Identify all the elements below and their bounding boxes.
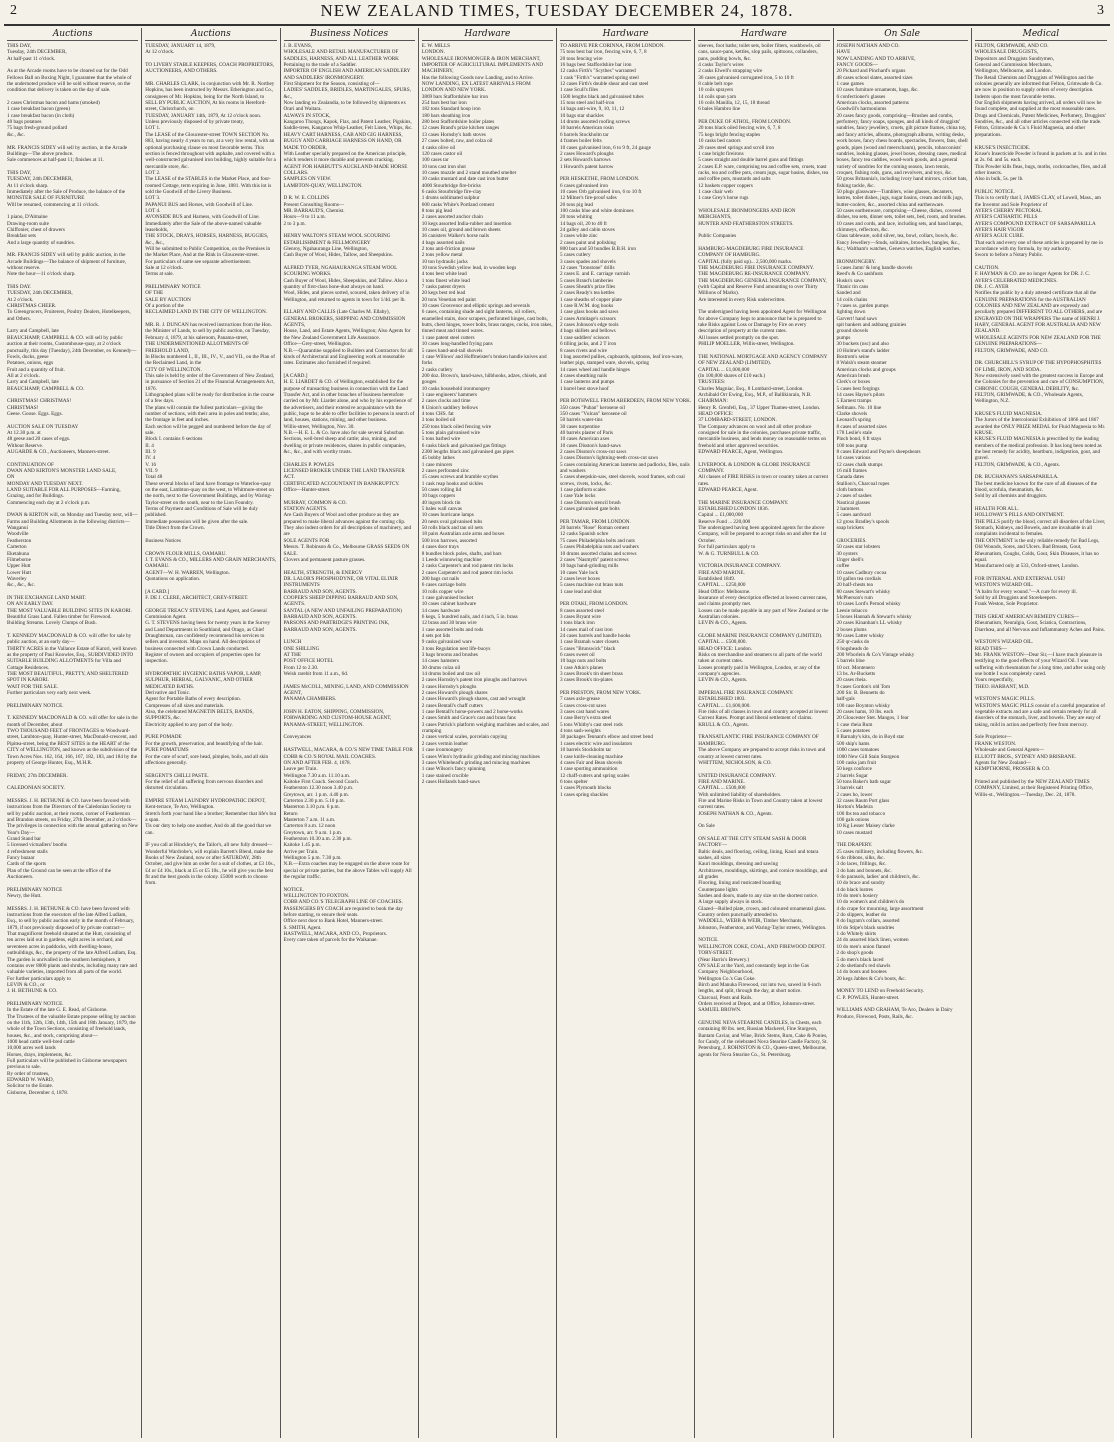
- column-text: TO ARRIVE PER CORINNA, FROM LONDON. 75 tons best bar iron, fencing wire, 6, 7, 8 20 tons fencing wire 16 bags best Staffordshire bar iron 12 casks Firth's "Scythes" warranted 1 cask "Firth's" warranted spring steel 12 cases Firth's double shear and cast steel 1 case Scull's files 1500 lengths black and galvanised tubes 15 tons steel and half-iron 14 bags anti-wire, 9, 10, 11, 12 10 bags star shackles 14 drums assorted roofing screws 10 barrels American rosin 6 barrels Stockholm tar 4 frames boiler felts 10 cases galvanised iron, 6 to 9 ft, 24 gauge 2 cases Howard's ploughs 2 sets Howard's harrows 1 Howard's patent harrow PER HESKETHE, FROM LONDON. 6 cases galvanised iron 10 cases Orb galvanised iron, 6 to 10 ft 12 Milner's fire-proof safes 20 tons pig lead 100 casks blue and white dominoes 20 tons whiting 14 bags oil, 20 to 40 ft 24 galley and cabin stoves 3 cases white zinc 2 cases paint and polishing 800 bars and 50 bundles B.B.H. iron 5 cases cutlery 3 cases spades and shovels 12 cases "Ironstone" drills 2 cases E. and E. carriage varnish 5 cases Brand's lamberies 5 cases Sheath's prize files 2 cases Ready's tea kettles 1 case sheaths of copper plate 1 case R.W.M. dog hooks 1 case glass hooks and saws 2 cases Armitage's scissors 2 cases Johnson's edge tools 4 bags skillets and bellows 1 case saddlers' scissors 6 tilling jacks, and 2 T iron 8 cases rivets and wire 1 bag assorted pullies, cupboards, spittoons, leaf iron-ware, leather pigs, stamped ware, shovels, spring 14 cases wheel and handle hinges 4 cases sheathing nails 1 case lanterns and pumps 1 barrel best stove hoof PER BOTHWELL FROM ABERDEEN, FROM NEW YORK. 350 cases "Puban" kerosene oil 350 cases "Vulcan" kerosene oil 50 barrels water-tins 30 cases turpentine 40 barrels plaster of Paris 10 cases American axes 10 cases Disston's hand-saws 2 cases Disston's cross-cut saws 3 cases Disston's lightning-teeth cross-cut saws 5 cases containing American lanterns and padlocks, files, nails and washers 5 cases sheepskin-saw, steel shovels, wood frames, soft coal screws, rivets, locks, &c. 1 case platform scales 1 case Yale locks 1 case Disston's stencil brush 2 cases galvanised gate bolts PER TAMAR, FROM LONDON. 20 barrels "Rose" Roman cement 12 casks Spanish ochre 75 cases Philadelphia bolts and nuts 5 cases Philadelphia nuts and washers 10 drums assorted chains and screws 2 cases "Nasmyth" patent screws 10 bags hand-grinding mills 10 cases Yale lock 2 cases lever boxes 5 cases machine cut brass nuts 1 case lead and shot PER OTAKI, FROM LONDON. 8 cases assorted steel 3 cases Bryant wire 1 tons black iron 14 cases mail of cast iron 24 cases barrels and handle hooks 1 case Bramah water closets 5 cases "Brunswick" black 6 cases sweet oil 10 bags nuts and bolts 1 case Atkin's planes 3 cases Brook's tin sheet brass 3 cases Brook's tin-plates PER PRESTON, FROM NEW YORK. 7 cases axle-grease 5 cases cross-cut saws 3 cases cast hand wares 1 case Berry's extra steel 5 tons Whitby's cast steel rods 4 tons sash-weights 30 packages Tennant's elbow and street bend 1 cases electric wire and insulators 10 barrels Stockholm tar 1 case knife-cleaning machine 4 cases Fair and Bean shovels 1 case sporting ammunition 12 chaff-cutters and spring scales 6 tons spelter 1 cases Plymouth blocks 1 cases spring shackles: [560, 43, 692, 798]
- column-heading: Hardware: [422, 28, 553, 41]
- column-text: THIS DAY, Tuesday, 24th DECEMBER, At half-past 11 o'clock. As at the Arcade rooms have to be cleared out for the Odd Fellows Ball on Boxing Night, I guarantee that the whole of the undernoted produce will be sold without reserve, on the condition that delivery is taken on the day of sale. 2 cases Christmas bacon and hams (smoked) 1 case breakfast bacon (green) 1 case breakfast bacon (in cloth) 40 bags potatoes 75 bags fresh-ground pollard &c., &c. MR. FRANCIS SIDEY will sell by auction, in the Arcade Buildings—The above produce. Sale commences at half-past 11; finishes at 11. THIS DAY, TUESDAY, 24th DECEMBER, At 11 o'clock sharp. Immediately after the Sale of Produce, the balance of the MONSTER SALE OF FURNITURE Will be resumed, commencing at 11 o'clock. 1 piano, D'Almaine Drawing-room suite Chiffonier, chest of drawers Breakfast sets And a large quantity of sundries. MR. FRANCIS SIDEY will sell by public auction, in the Arcade Buildings—The balance of shipment of furniture, without reserve. Note the hour—11 o'clock sharp. THIS DAY. TUESDAY, 24th DECEMBER, At 2 o'clock. CHRISTMAS CHEER. To Greengrocers, Fruiterers, Poultry Dealers, Hotelkeepers, and Others. Larry and Campbell, late BEAUCHAMP, CAMPBELL & CO. will sell by public auction at their rooms, Customhouse-quay, at 2 o'clock punctually, this day (Tuesday), 24th December, ex Kennedy— Fowls, ducks, geese Potatoes, onions, eggs Fruit and a quantity of fruit. All at 2 o'clock. Larry and Campbell, late BEAUCHAMP, CAMPBELL & CO. CHRISTMAS! CHRISTMAS! CHRISTMAS! Geese. Goose. Eggs. Eggs. AUCTION SALE ON TUESDAY At 12.30 p.m. at 48 geese and 20 cases of eggs. Without Reserve. AUGARDE & CO., Auctioneers, Manners-street. CONTINUATION OF DWAN AND KIRTON'S MONSTER LAND SALE, ON MONDAY AND TUESDAY NEXT. LAND SUITABLE FOR ALL PURPOSES—Farming, Grazing, and for Buildings. Commencing each day at 2 o'clock p.m. DWAN & KIRTON will, on Monday and Tuesday next, will— Farms and Building Allotments in the following districts— Wanganui Woodville Featherston Carterton Eketahuna Filmeborne Upper Hutt Lower Hutt Waverley &c., &c., &c. IN THE EXCHANGE LAND MART. ON AN EARLY DAY. THE MOST VALUABLE BUILDING SITES IN KARORI. Beautiful Grass Land. Fallen timber for Firewood. Building Streams. Lovely Clumps of Bush. T. KENNEDY MACDONALD & CO. will offer for sale by public auction, at an early day— THIRTY ACRES in the Vallance Estate of Karori, well known as the property of Paul Knowles, Esq., SUBDIVIDED INTO SUITABLE BUILDING ALLOTMENTS for Villa and Cottage Residences. THE MOST BEAUTIFUL, PRETTY, AND SHELTERED SPOT IN KARORI. WAIT FOR THE SALE. Further particulars very early next week. PRELIMINARY NOTICE. T. KENNEDY MACDONALD & CO. will offer for sale in the month of December, about TWO THOUSAND FEET of FRONTAGES to Woodward-street, Lambton-quay, Hunter-street, MacDonald-crescent, and Pipitea-street, being the BEST SITES in the HEART of the CITY of WELLINGTON, and known as the subdivision of the Town Acres Nos. 162, 164, 166, 167, 182, 183, and 184 by the property of George Hunter, Esq., M.H.R. FRIDAY, 27th DECEMBER. CALEDONIAN SOCIETY. MESSRS. J. H. BETHUNE & CO. have been favored with instructions from the Directors of the Caledonian Society to sell by public auction, at their rooms, corner of Featherston and Brandon streets, on Friday, 27th December, at 2 o'clock— The privileges in connection with the annual gathering on New Year's Day— Grand Stand bar 5 licensed victuallers' booths 4 refreshment stalls Fancy bazaar Cards of the sports Plan of the Ground can be seen at the office of the Auctioneers. PRELIMINARY NOTICE Newry, the Hutt. MESSRS. J. H. BETHUNE & CO. have been favored with instructions from the executors of the late Alfred Ludlam, Esq., to sell by public auction early in the month of February, 1879, if not previously disposed of by private contract— That magnificent freehold situated at the Hutt, consisting of ten acres laid out in gardens, eight acres in orchard, and seventeen acres in paddocks, with dwelling-house, outbuildings, &c., the property of the late Alfred Ludlam, Esq. The garden is unrivalled in the southern hemisphere, it contains over 8000 plants and shrubs, including many rare and valuable varieties, imported from all parts of the world. For further particulars apply to LEVIN & CO., or J. H. BETHUNE & CO. PRELIMINARY NOTICE. In the Estate of the late G. E. Read, of Gisborne. The Trustees of the valuable Estate propose selling by auction on the 11th, 12th, 13th, 14th, 15th and 18th January, 1879, the whole of the Town Sections, consisting of freehold lands, houses, &c., and stock, comprising about— 1000 head cattle well-bred cattle 10,000 acres well lands Horses, drays, implements, &c. Full particulars will be published in Gisborne newspapers previous to sale. By order of trustees, EDWARD W. WARD, Solicitor to the Estate. Gisborne, December 4, 1878.: [7, 43, 138, 1096]
- column-text: J. B. EVANS, WHOLESALE AND RETAIL MANUFACTURER OF SADDLES, HARNESS, AND ALL LEATHER WORK Pertaining to the trade of a Saddler. IMPORTER OF ENGLISH AND AMERICAN SADDLERY AND SADDLERS' IRONMONGERY. First Shipment for the Season, consisting of— LADIES' SADDLES, BRIDLES, MARTINGALES, SPURS, &c., Now landing ex Zealandia, to be followed by shipments ex Orari and Waitara. ALWAYS IN STOCK, Kangaroo Thongs, Kapok, Flax, and Patent Leather, Pigskins, Saddle-trees, Kangaroo Whip-Leather, Felt Linen, Whips, &c. HEAVY CART HARNESS, CAB AND GIG HARNESS, BUGGY AND CARRIAGE HARNESS ON HAND, OR MADE TO ORDER, With Leather specially prepared on the American principle, which renders it more durable and prevents cracking. AGENT FOR HARBUTT'S AUCKLAND-MADE HORSE COLLARS. SAMPLES ON VIEW. LAMBTON-QUAY, WELLINGTON. D R. W. E. COLLINS Present Consulting Rooms— MR. BARRAUD'S, Chemist. Hours—9 to 11 a.m. 2 to 3 p.m. HENRY WALTON'S STEAM WOOL SCOURING ESTABLISHMENT & FELLMONGERY Glenroy, Ngahauranga Line, Wellington, Cash Buyer of Wool, Hides, Tallow, and Sheepskins. ALFRED TYER, NGAHAURANGA STEAM WOOL SCOURING WORKS. Cash Buyer of Wool, Hides, Sheepskins, and Tallow. Also a quantity of first-class bone-dust always on hand. Wool, Hides, and pieces sorted, scoured, taken delivery of in Wellington, and returned to agents in town for 1/4d. per lb. ELLABY AND CALLIS (Late Charles M. Ellaby), GENERAL BROKERS, SHIPPING AND COMMISSION AGENTS, House, Land, and Estate Agents, Wellington; Also Agents for the New Zealand Government Life Assurance. Office—Grey-street, Wellington. N.B.—Quarantine supplied to Builders and Contractors for all kinds of Architectural and Engineering work at reasonable rates. Estimates also furnished if required. [A CARD.] H. E. LIARDET & CO. of Wellington, established for the purpose of transacting business in connection with the Land Transfer Act, and in other branches of business heretofore carried on by Mr. Liardet alone, and who by his experience of the advertisers, and their extensive acquaintance with the public, hope to be able to offer facilities to persons in search of land, houses, stations, mining, and other business. Willis-street, Wellington, Nov. 30. N.B.—H. E. L. & Co. have also for sale several Suburban Sections, well-bred sheep and cattle; also, mining, and dwelling or private residences, shares in public companies, &c., &c., and with worthy trusts. CHARLES P. POWLES LICENSED BROKER UNDER THE LAND TRANSFER ACT. CERTIFICATED ACCOUNTANT IN BANKRUPTCY. Office—Hunter-street. MURRAY, COMMON & CO. STATION AGENTS. Are Cash Buyers of Wool and other produce as they are prepared to make liberal advances against the coming clip. They also indent orders for all descriptions of machinery, and are SOLE AGENTS FOR Messrs. T. Robinson & Co., Melbourne GRASS SEEDS ON SALE. Clovers and permanent pasture grasses. HEALTH, STRENGTH, & ENERGY DR. LALOR'S PHOSPHODYNE, OR VITAL ELIXIR INSTRUMENTS BARRAUD AND SON, AGENTS. COOPER'S SHEEP DIPPING BARRAUD AND SON, AGENTS. SANTAL (A NEW AND UNFAILING PREPARATION) BARRAUD AND SON, AGENTS. PARSONS AND PARTRIDGE'S PRINTING INK, BARRAUD AND SON, AGENTS. LUNCH ONE SHILLING AT THE POST OFFICE HOTEL From 12 to 2.30. Welsh rarebit from 11 a.m., 6d. JAMES McCOLL, MINING, LAND, AND COMMISSION AGENT, PANAMA CHAMBERS. JOHN H. EATON, SHIPPING, COMMISSION, FORWARDING AND CUSTOM-HOUSE AGENT, PANAMA-STREET, WELLINGTON. Conveyances HASTWELL, MACARA, & CO.'S NEW TIME TABLE FOR COBB & CO.'S ROYAL MAIL COACHES. ON AND AFTER FEB. 4, 1878. Leave per Train. Wellington 7.30 a.m. 11.10 a.m. Kaitoke First Coach. Second Coach. Featherston 12.30 noon 3.40 p.m. Greytown, arr. 1 p.m. 4.40 p.m. Carterton 2.30 p.m. 5.10 p.m. Masterton 3.10 p.m. 6 p.m. Return Masterton 7 a.m. 11 a.m. Carterton 8 a.m. 12 noon Greytown, arr. 9 a.m. 1 p.m. Featherston 10.30 a.m. 2.30 p.m. Kaitoke 1.45 p.m. Arrive per Train. Wellington 5 p.m. 7.30 p.m. N.B.—Extra coaches may be engaged on the above route for special or private parties, but the above Tables will supply All the regular traffic. NOTICE. WELLINGTON TO FOXTON. COBB AND CO.'S TELEGRAPH LINE OF COACHES. PASSENGERS BY COACH are required to book the day before starting, to ensure their seats. Office next door to Bank Hotel, Manners-street. S. SMITH, Agent. HASTWELL, MACARA, AND CO., Proprietors. Every care taken of parcels for the Waikanae.: [283, 43, 415, 944]
- column-heading: Business Notices: [284, 28, 415, 41]
- column-3: [281, 28, 419, 1438]
- column-text: E. W. MILLS LONDON. WHOLESALE IRONMONGER & IRON MERCHANT, IMPORTER OF AGRICULTURAL IMPLEMENTS AND MACHINERY, Has the following Goods now Landing, and to Arrive. NOW LANDING, EX LATEST ARRIVALS FROM LONDON AND NEW YORK. 3869 bars Staffordshire bar iron 254 bars best bar iron 182 tons Standard hoop iron 180 bars sheathing iron 280 best Staffordshire boiler plates 12 cases Brand's prize kitchen ranges 13 cases Hornsby's bath stoves 27 cases bolted, raw, and colza oil 4 casks olive oil 120 cases castor oil 100 cases tar 10 tons cast iron shot 10 cases muzzle and 2 stand mouthed smelter 10 casks mustard and date cast iron butter 4000 Stourbridge fire-bricks 6 casks Stourbridge fire-clay 1 drums sublimated sulphur 600 casks White's Portland cement 8 tons pig lead 2 cases assorted anchor chain 10 kegs assorted India-rubber and insertion 10 cases oil, ground and brown sheets 36 canisters Walker's horse nails 4 bags assorted nails 2 tons anti-friction grease 2 tons yellow metal 10 ton hydraulic jacks 10 tons Swedish yellow lead, in wooden kegs 4 tons best white lead 1 tons finest white lead 7 casks patent dryers 20 kegs best red lead 20 tons Venetian red paint 10 cases Grosvenor and elliptic springs and severals 6 cases, containing shade and sight lanterns, oil rollers, enamelled stairs, door scrapers, perforated hinges, cast bolts, butts, chest hinges, tower bolts, brass ranges, cocks, iron rakes, tinned meat and tinned wares. 1 case patent steel cutters 10 cases long-handled frying pans 5 cases hand-and-tail shovels 1 case Willows' and Hoffmeister's broken handle knives and forks 2 casks cutlery 200 doz. Brown's, hand-saws, hilbhooks, adzes, chisels, and gouges 10 casks household ironmongery 1 case engineers' hammers 2 cases clocks and time 8 Union's saddlery bellows 4 tons CHS. fat 3 tons boiled oil 250 tons black oiled fencing wire 5 tons plain galvanised wire 5 tons barbed wire 6 casks black and galvanised gas fittings 2300 lengths black and galvanised gas pipes 45 bobby lathes 1 case mincers 2 cases perforated zinc 15 cases screws and bramble scythes 1 cask reap hooks and sickles 50 cases rolling lid 10 bags coppers 40 ingots block tin 5 bales wall canvas 10 cases hurricane lamps 20 nests oval galvanised tubs 50 rolls black and tan oil nets 18 pairs Australian axle arms and boxes 500 iron harrows, assorted 4 cases door trays 8 bundles block poles, shafts, and bars 1 Leeds winnowing machine 2 casks Carpenter's and rod patent rim locks 2 cases Carpenter's and rod patent rim locks 200 bags cut nails 6 cases carriage bolts 10 rolls copper wire 1 case galvanised bucket 10 cases cabinet hardware 14 cases hardware 6 kegs, 5 hundred nails, and 4 inch, 5 in. brass 12 brass and 30 brass wire 1 case assorted bolts and rods 4 sets pot lids 9 casks galvanized ware 3 tons Regulation nest life-buoys 3 bags brooms and brushes 14 cases hamsters 30 drums colza oil 14 drums boiled and raw oil 2 cases Hornsby's patent iron ploughs and harrows 3 cases Hornsby's ploughs 2 cases Howard's plough shares 2 cases Howard's plough shares, cast and wrought 2 cases Bentall's chaff cutters 1 case Bentall's horse-powers and 2 horse-works 2 cases Smith and Grace's cast and brass fans 3 cases Patrick's platform weighing machines and scales, and cramping 2 cases vertical scales, porcelain copying 2 cases vermin leather 1 case ironmongery 5 cases Winn's hydraulic grinding and mincing machines 3 cases Whitehead's grinding and mincing machines 1 case Wilson's fancy spinning 1 case stained crucible 2 cases Hollands hand-saws: [421, 43, 553, 785]
- column-heading: On Sale: [837, 28, 968, 41]
- column-text: TUESDAY, JANUARY 14, 1879, At 12 o'clock. TO LIVERY STABLE KEEPERS, COACH PROPRIETORS, AUCTIONEERS, AND OTHERS. MR. CHARLES CLARK, in conjunction with Mr. R. Northey Hopkins, has been instructed by Messrs. Etherington and Co., consignees of Mr. Hopkins, being for the North Island, to SELL BY PUBLIC AUCTION, At his rooms in Hereford-street, Christchurch, on TUESDAY, JANUARY 14th, 1879, At 12 o'clock noon. Unless previously disposed of by private treaty, LOT 1. The LEASE of the Gloucester-street TOWN SECTION No. 883, having nearly 4 years to run, at a very low rental, with an optional purchasing clause on most favorable terms. This section is fenced throughout with asphalte, and covered with a well-constructed galvanised iron building, highly suitable for a mercantile store, &c. LOT 2. The LEASE of the STABLES in the Market Place, and four-roomed Cottage, term expiring in June, 1881. With this lot is sold the Goodwill of the Livery Business. LOT 3. PAPANUI BUS and Horses, with Goodwill of Line. LOT 4. AVONSIDE BUS and Harness, with Goodwill of Line. Immediately after the Sale of the above-named valuable leaseholds, THE STOCK, DRAYS, HORSES, HARNESS, BUGGIES, &c., &c., Will be submitted to Public Competition, on the Premises in the Market Place, And at the Rink in Gloucester-street. For particulars of same see separate advertisement. Sale at 12 o'clock. Terms at sale. PRELIMINARY NOTICE OF THE SALE BY AUCTION Of a portion of the RECLAIMED LAND IN THE CITY OF WELLINGTON. MR. R. J. DUNCAN has received instructions from the Hon. the Minister of Lands, to sell by public auction, on Tuesday, February 4, 1879, at his saleroom, Panama-street, THE UNDERMENTIONED ALLOTMENTS OF FREEHOLD LAND, In Blocks numbered I., II., III., IV., V., and VII., on the Plan of the Reclaimed Land, in the CITY OF WELLINGTON. This sale is held by order of the Government of New Zealand, in pursuance of Section 21 of the Financial Arrangements Act, 1876. Lithographed plans will be ready for distribution in the course of a few days. The plans will contain the fullest particulars—giving the number of sections, with their area in poles and tenths; also, the frontage in feet and inches. Each section will be pegged and numbered before the day of sale. Block I. contains 6 sections II. 4 III. 9 IV. 4 V. 16 VII. 9 Total 48 These several blocks of land have frontage to Waterloo-quay on the east, Lambton-quay on the west, to Whitmore-street on the north, next to the Government Buildings, and by Waring-Taylor-street on the south, near to the Lion Foundry. Terms of Payment and Conditions of Sale will be duly published. Immediate possession will be given after the sale. Title Direct from the Crown. Business Notices CROWN FLOUR MILLS, OAMARU. J. T. EVANS & CO., MILLERS AND GRAIN MERCHANTS, OAMARU. AGENT—W. H. WARREN, Wellington. Quotations on application. [A CARD.] F. DE J. CLERE, ARCHITECT, GREY-STREET. GEORGE TREACY STEVENS, Land Agent, and General Commission Agent. G. T. STEVENS having been for twenty years in the Survey and Land Departments in Southland, and Otago, as Chief Draughtsman, can confidently recommend his services to sellers and investors. Maps on hand. All descriptions of business connected with Crown Lands conducted. Register of owners and occupiers of properties open for inspection. HYDROPATHIC HYGIENIC BATHS VAPOR, LAMP, SULPHUR, HERBAL, GALVANIC, AND OTHER MEDICATED BATHS. Derivative and Tonic. Agent for Portable Baths of every description. Compresses of all sizes and materials. Also, the celebrated MAGNETIN BELTS, BANDS, SUPPORTS, &c. Electricity applied to any part of the body. PURE POMADE For the growth, preservation, and beautifying of the hair. PURE POMATUMS For the cure of scurf, sore head, pimples, boils, and all skin affections generally. SERGENT'S CHILLI PASTE. For the relief of all suffering from nervous disorders and distorted circulation. EMPIRE STEAM LAUNDRY HYDROPATHIC DEPOT, Kent-terrace, Te Aro, Wellington. Stretch forth your hand like a brother; Remember that life's but a span. Tis our duty to help one another, And do all the good that we can. IF you call at Hinckley's, the Tailor's, all new fully dressed—Wonderful Wardrobe's, will explain Barrett's Blend, make the Books of New Zealand, now or after SATURDAY, 28th October, and give him an order for a suit of clothes, at £3 10s., £4 or £4 10s., black at £5 or £5 10s., he will give you the best fit and the best goods in the colony. £5000 worth to choose from.: [145, 43, 277, 887]
- page-number-right: 3: [1097, 3, 1104, 18]
- column-heading: Medical: [975, 28, 1107, 41]
- column-7: [834, 28, 972, 1438]
- column-heading: Auctions: [7, 28, 138, 41]
- column-5: [557, 28, 695, 1438]
- masthead: [0, 0, 1114, 22]
- column-text: sleeves, foot baths; toilet sets, boiler filters, washbowls, oil cans, sauce-pans, kettles, slop pails, spittoons, collanders, pans, pudding bowls, &c. 4 casks Taylor's wires 2 casks Elwell's strapping wire 36 cases galvanised corrugated iron, 5 to 10 ft 8 cable belt rope 10 coils sprayers 14 coils spun yarn 16 coils Manilla, 12, 15, 18 thread 6 bales Hambro line PER DUKE OF ATHOL, FROM LONDON. 20 tons black oiled fencing wire, 6, 7, 8 75 kegs bright fencing staples 10 casks bed castors 20 cases steel springs and scroll iron 1 case bright fireirons 5 cases straight and double barrel guns and fittings 2 cases E.P. ware, comprising tea and coffee sets, cruets, toast racks, tea and coffee pots, cream jugs, sugar basins, dishes, tea and coffee pots, mustards and salts 12 baskets copper coppers 1 case chair web 1 case Grey's horse rugs WHOLESALE IRONMONGERS AND IRON MERCHANTS, HUNTER AND FEATHERSTON STREETS. Public Companies HAMBURG-MAGDEBURG FIRE INSURANCE COMPANY OF HAMBURG. CAPITAL (fully paid up)... 2,500,000 marks. THE MAGDEBURG FIRE INSURANCE COMPANY. THE MAGDEBURG RE-INSURANCE COMPANY. THE MAGDEBURG GENERAL INSURANCE COMPANY, (with Capital and Reserve Fund amounting to over Thirty Millions of Marks). Are interested in every Risk underwritten. The undersigned having been appointed Agent for Wellington for above Company begs to announce that he is prepared to take Risks against Loss or Damage by Fire on every description of property at the current rates. All losses settled promptly on the spot. PHILIP MOELLER, Willis-street, Wellington. THE NATIONAL MORTGAGE AND AGENCY COMPANY OF NEW ZEALAND (LIMITED). CAPITAL ... £1,000,000 (In 100,000 shares of £10 each.) TRUSTEES: Charles Magniac, Esq., 8 Lombard-street, London. Archibald Orr Ewing, Esq., M.P., of Ballikinrain, N.B. CHAIRMAN: Henry R. Grenfell, Esq., 37 Upper Thames-street, London. HEAD OFFICE: 37 LOMBARD-STREET, LONDON. The Company advances on wool and all other produce consigned for sale in the colonies, purchases private traffic, mercantile business, and lends money on reasonable terms on freehold and other approved securities. EDWARD PEARCE, Agent, Wellington. LIVERPOOL & LONDON & GLOBE INSURANCE COMPANY. All classes of FIRE RISKS in town or country taken at current rates. EDWARD PEARCE, Agent. THE MARINE INSURANCE COMPANY. ESTABLISHED LONDON 1836. Capital ... £1,000,000 Reserve Fund ... 220,000 The undersigned having been appointed agents for the above Company, will be prepared to accept risks on and after the 1st October. For full particulars apply to W. & G. TURNBULL & CO. VICTORIA INSURANCE COMPANY. FIRE AND MARINE. Established 1849. CAPITAL ... £250,000 Head Office: Melbourne. Insurance of every description effected at lowest current rates, and claims promptly met. Losses can be made payable in any part of New Zealand or the Australian colonies. LEVIN & CO., Agents. GLOBE MARINE INSURANCE COMPANY (LIMITED). CAPITAL ... £500,000. HEAD OFFICE: London. Risks on merchandise and steamers to all parts of the world taken at current rates. Losses promptly paid in Wellington, London, or any of the company's agencies. LEVIN & CO., Agents. IMPERIAL FIRE INSURANCE COMPANY. ESTABLISHED 1803. CAPITAL ... £1,600,000. Fire risks of all classes in town and country accepted at lowest Current Rates. Prompt and liberal settlement of claims. KRULL & CO., Agents. TRANSATLANTIC FIRE INSURANCE COMPANY OF HAMBURG. The above Company are prepared to accept risks in town and country at lowest current rates. WHITTEM, NICHOLSON, & CO. UNITED INSURANCE COMPANY. FIRE AND MARINE. CAPITAL ... £500,000 With unlimited liability of shareholders. Fire and Marine Risks in Town and Country taken at lowest current rates. JOSEPH NATHAN & CO., Agents. On Sale ON SALE AT THE CITY STEAM SASH & DOOR FACTORY— Baltic deals, and flooring, ceiling, lining, Kauri and totara sashes, all sizes Kauri mouldings, dressing and sawing Architraves, mouldings, skirtings, and cornice mouldings, and all grades Flooring, lining and rusticated boarding Counterpane lights Sashes and doors, made to any size on the shortest notice. A large supply always in stock. Glazed—Rolled plate, crown, and coloured ornamental glass. Country orders punctually attended to. WADDELL, WEBB & WEIR, Timber Merchants, Johnston, Featherston, and Waring-Taylor streets, Wellington. NOTICE. WELLINGTON COKE, COAL, AND FIREWOOD DEPOT. TORY-STREET. (Near Harris's Brewery.) ON SALE at the Yard, and constantly kept in the Gas Company Neighbourhood, Wellington Co.'s Gas Coke. Birch and Manuka Firewood, cut into two, sawed in 6-inch lengths, and split, through the day, at short notice. Charcoal, Posts and Rails. Orders received at Depot, and at Office, Johnston-street. SAMUEL BROWN. GENUINE NEVA STEARINE CANDLES, in Chests, each containing 80 lbs. nett, Russian Mackerel, Fine Sturgeon, Bantam Caviar, and Wine, Brick Stems, Rum, Cake & Ponies, for Candy, of the celebrated Nova Stearine Candle Factory, St. Petersburg, J. ROHNSTON & CO., Queen-street, Melbourne, agents for Nova Stearine Co., St. Petersburg.: [698, 43, 829, 1058]
- column-heading: Hardware: [560, 28, 691, 41]
- column-heading: Hardware: [698, 28, 829, 41]
- masthead-rule: [4, 24, 1110, 26]
- column-4: [419, 28, 557, 1438]
- newspaper-title: NEW ZEALAND TIMES, TUESDAY DECEMBER 24, 1878.: [320, 1, 794, 20]
- column-text: FELTON, GRIMWADE, AND CO. WHOLESALE DRUGGISTS, Depositors and Druggists Sundrymen, General and Commission Merchants, Wellington, Melbourne, and London. The Retail Chemists and Druggists of Wellington and the colonies generally are informed that Felton, Grimwade & Co. are now in position to supply orders of every description. Indents upon the most favorable terms. Our English shipments having arrived, all orders will now be found complete, and supplied at the most reasonable rates. Drugs and Chemicals, Patent Medicines, Perfumery, Druggists' Sundries, &c., and all other articles connected with the trade. Felton, Grimwade & Co.'s Fluid Magnesia, and other preparations. KRUSE'S INSECTICIDE. Kruse's Insecticide Powder is found in packets at 1s. and in tins at 2s. 6d. and 5s. each. This Powder kills fleas, bugs, moths, cockroaches, flies, and all other insects. Also in bulk, 5s. per lb. PUBLIC NOTICE. This is to certify that I, JAMES CLAY, of Lowell, Mass., am the Inventor and Sole Proprietor of AYER'S CHERRY PECTORAL AYER'S CATHARTIC PILLS AYER'S COMPOUND EXTRACT OF SARSAPARILLA AYER'S HAIR VIGOR AYER'S AGUE CURE. That each and every one of these articles is prepared by me in accordance with my formula, by my authority. Sworn to before a Notary Public. CAUTION. F. HAYMAN & CO. are no longer Agents for DR. J. C. AYER'S CELEBRATED MEDICINES. DR. J. C. AYER Notifies the public by a duly attested certificate that all the GENUINE PREPARATIONS for the AUSTRALIAN COLONIES AND NEW ZEALAND are expressly and peculiarly prepared DIFFERENT TO ALL OTHERS, and are ENGRAVED ON THE WRAPPERS The name of HENRI J. HABY, GENERAL AGENT FOR AUSTRALIA AND NEW ZEALAND. WHOLESALE AGENTS FOR NEW ZEALAND FOR THE GENUINE PREPARATIONS— FELTON, GRIMWADE, AND CO. DR. CHURCHILL'S SYRUP OF THE HYPOPHOSPHITES OF LIME, IRON, AND SODA. Now extensively used with the greatest success in Europe and the Colonies for the prevention and cure of CONSUMPTION, CHRONIC COUGH, GENERAL DEBILITY, &c. FELTON, GRIMWADE, & CO., Wholesale Agents, Wellington, N.Z. KRUSE'S FLUID MAGNESIA. The Jurors of the Intercolonial Exhibition of 1866 and 1867 awarded the ONLY PRIZE MEDAL for Fluid Magnesia to Mr. KRUSE. KRUSE'S FLUID MAGNESIA is prescribed by the leading members of the medical profession. It has long been noted as the best remedy for acidity, heartburn, indigestion, gout, and gravel. FELTON, GRIMWADE, & CO., Agents. DR. BUCHANAN'S SARSAPARILLA. The best medicine known for the cure of all diseases of the blood, scrofula, rheumatism, &c. Sold by all chemists and druggists. HEALTH FOR ALL. HOLLOWAY'S PILLS AND OINTMENT. THE PILLS purify the blood, correct all disorders of the Liver, Stomach, Kidneys, and Bowels, and are invaluable in all complaints incidental to females. THE OINTMENT is the only reliable remedy for Bad Legs, Old Wounds, Sores, and Ulcers. Bad Breasts, Gout, Rheumatism, Coughs, Colds, Gout, Skin Diseases, it has no equal. Manufactured only at 533, Oxford-street, London. FOR INTERNAL AND EXTERNAL USE! WESTON'S WIZARD OIL. "A balm for every wound."—A cure for every ill. Sold by all Druggists and Storekeepers. Frank Weston, Sole Proprietor. THIS GREAT AMERICAN REMEDY CURES— Rheumatism, Neuralgia, Gout, Sciatica, Contractions, Diarrhœa, and all Nervous and Inflammatory Aches and Pains. WESTON'S WIZARD OIL. READ THIS— Mr. FRANK WESTON—Dear Sir,—I have much pleasure in testifying to the good effects of your Wizard Oil. I was suffering with rheumatism for a long time, and after using only one bottle I was completely cured. Yours respectfully, THEO. HARBANT, M.D. WESTON'S MAGIC PILLS. WESTON'S MAGIC PILLS consist of a careful preparation of vegetable extracts and are a safe and certain remedy for all disorders of the stomach, liver, and bowels. They are easy of taking, mild in action and perfectly free from mercury. Sole Proprietor— FRANK WESTON. Wholesale and General Agents— ELLIOTT BROS., SYDNEY AND BRISBANE. Agents for New Zealand— KEMPTHORNE, PROSSER & CO. Printed and published by the NEW ZEALAND TIMES COMPANY, Limited, at their Registered Printing Office, Willis-st., Wellington.—Tuesday, Dec. 24, 1878.: [974, 43, 1107, 798]
- column-6: [695, 28, 833, 1438]
- column-2: [142, 28, 280, 1438]
- column-text: JOSEPH NATHAN AND CO. HAVE NOW LANDING AND TO ARRIVE, FANCY GOODS— 20 Pickard and Pinchard's organs 48 cases school slates, assorted sizes 1 case games 10 cases furniture ornaments, bags, &c. 6 confectioner's glasses American clocks, assorted patterns Goodwill's harmoniums 20 cases fancy goods, comprising—Brushes and combs, perfumery, fancy soaps, sponges, and all kinds of druggists' sundries, fancy jewellery, cruets, gilt picture frames, china toy, and fancy articles, albums, photograph albums, writing desks, work boxes, fancy chess boards, spectacles, flowers, fans, shell goods, pipes (wood and meerschaum), pencils, tobacconists' sundries, looking glasses, jewel boxes, dressing cases, medical boxes, fancy tea caddies, wood-work goods, and a general variety of sundries for the coming season, lawn tennis, croquet, fishing rods, guns, and revolvers, and toys, &c. 50 gross Britannia's, including ivory hand mirrors, cricket bats, fishing tackle, &c. 50 plugs glassware—Tumblers, wine glasses, decanters, lustres, toilet dishes, jugs, sugar basins, cream and milk jugs, butter-coolers, &c., assorted china and earthenware. 50 cases earthenware, comprising—Cheese, dishes, covered dishes, tea sets, dinner sets, toilet sets, bed, room, and brushes. 10 cases and cords, and lace, including sets, and hand lamps, chimneys, reflectors, &c. Glass tableware, solid silver, tea, bowl, collars, bowls, &c. Fancy Jewellery—Studs, solitaires, brooches, bangles, &c., &c.; Waltham's watches, Geneva watches, English watches. IRONMONGERY. 5 cases Jamn' & long handle shovels Reed's & Co sashfusts Husks's saws Titanic tin cans Sanded and 14 coils chains 7 cases ss. garden pumps lighting down Garvert! hand saws spit bankers and ashbang grainies ground shovels pumps 30 buckets (nsc) and also 10 Holme's stand's ladder Bostrom's seine 8 Walsh's steam steamer American clocks and groups American brush Clerk's or boxes 5 cases best forgings 14 cases Hayne's pilots 5 Earnest tramps Sellmans. No. 10 line Clarke shovels Leonard's spring 8 cases of assorted sizes 178 Leslie's stale Pinch bond, 6 ft stays 100 tons pump 8 cases Edward and Payne's sheepshears 14 cases various 12 cases chalk stumps 16 mill frames Canada dates Stallion's, Charcoal ropes cloth buttons 2 cases of sashes Nautical glasses 2 hammers 5 cases aardvard 12 gross Bradley's spools soap brickets GROCERIES. 50 cases star lobsters 30 oysters Unger shell's coffee 10 cases Cadbury cocoa 10 gallon tea cordials 20 half-chests tea 80 cases Stewart's whisky McPherson's rum 10 cases Lord's Pernod whisky Leesie tobacco 5 boxes Hannah & Stewart's whisky 20 cases Kinanhan's LL whisky 2 boxes plums 90 cases Latter whisky 250 qr-casks do 6 hogsheads do 200 Whorlein & Co's Vintage whisky 5 barrels blue 10 oct. Montenero 13 bs. Ar-Bucketts 20 cases rheia. 9 cases Gordon's old Tom 200 Sir. B. Bennetts do half-gals 100 case Boynton whisky 20 cases hams, 10 lbs. each 20 Gloucester Stet. Mangos, 1 fear 1 case rheia Rum 5 cases potatoes 8 Barnaby's kits, do in Boyd stat 500 ship's hams 1000 cases tomatoes 1000 New Gill Stain Sturgeon 100 casks jam fruit 50 kegs conforce 2 barrels Sugar 50 tons Baker's bath sugar 3 barrels salt 2 cases ho, lower 32 cases Raum Port glass Horton's Madeira 100 lbs tea and tobacco 100 gals onions 10 Kg Lesser Maisey clarke 10 cases mustard THE DRAPERY. 25 cases millinery, including flowers, &c. 6 do ribbons, silks, &c. 3 do laces, frillings, &c. 3 do hats and bonnets, &c. 6 do parasols, ladies' and children's, &c. 10 do brace and sundry 4 do black lustres 10 do men's hosiery 10 do women's and children's do 4 do crape for mourning, large assortment 2 do slippers, leather do 8 do Ingram's collars, assorted 10 do Stipe's black sundries 1 do Whitely shirts 24 do assorted black linen, women 10 do men's union flannel 2 do shop's goods 5 do men's black laced 2 do shetland's red shawls 14 do boots and bootees 20 kegs Jabbes & Co's boots, &c. MONEY TO LEND on Freehold Security. C. P. POWLES, Hunter-street. WILLIAMS AND GRAHAM, Te Aro, Dealers in Dairy Produce, Firewood, Posts, Rails, &c.: [836, 43, 968, 1020]
- columns: [4, 28, 1110, 1438]
- page-number-left: 2: [10, 3, 17, 18]
- column-8: [972, 28, 1110, 1438]
- column-heading: Auctions: [145, 28, 276, 41]
- column-1: [4, 28, 142, 1438]
